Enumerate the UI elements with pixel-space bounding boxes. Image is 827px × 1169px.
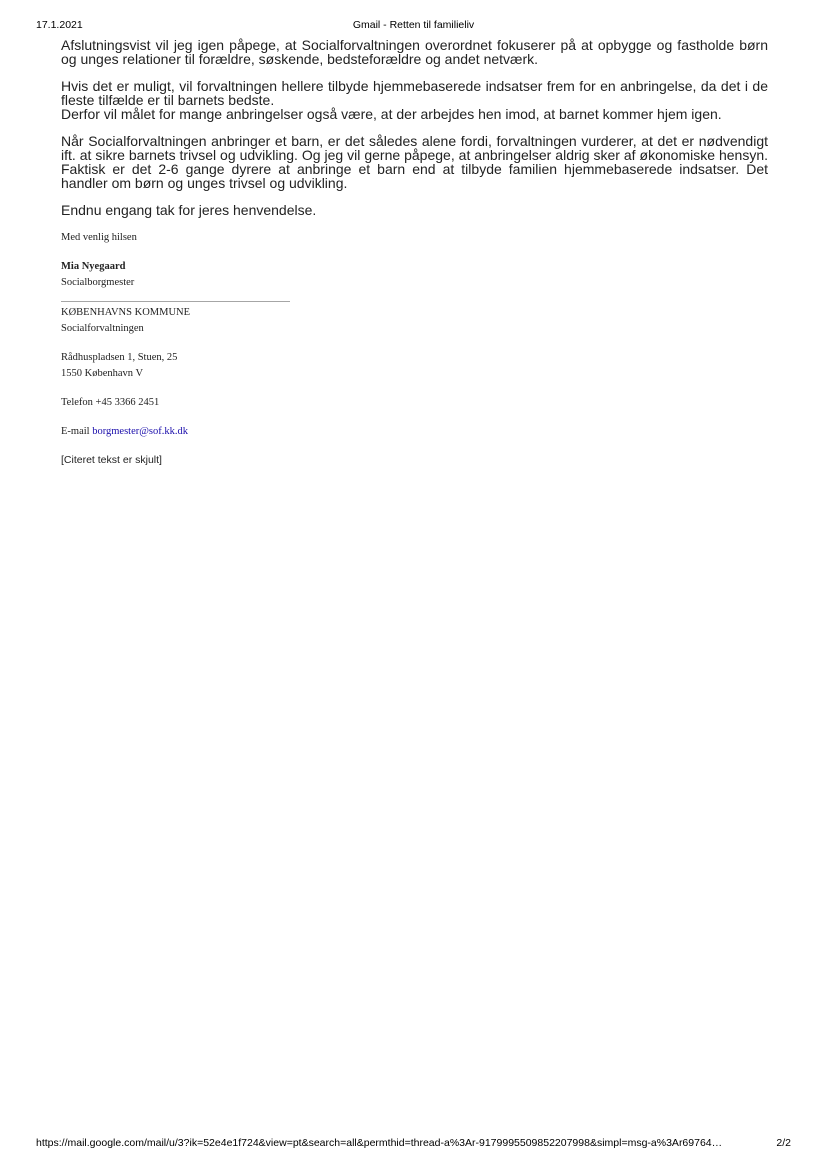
email-body (61, 38, 768, 466)
email-link[interactable]: borgmester@sof.kk.dk (92, 426, 189, 437)
signature-divider (61, 301, 290, 302)
email-line (61, 424, 768, 440)
signature-name: Mia Nyegaard (61, 261, 126, 272)
phone-number: Telefon +45 3366 2451 (61, 397, 160, 408)
footer-url: https://mail.google.com/mail/u/3?ik=52e4e1f724&view=pt&search=all&permthid=thread-a%3Ar-9179995509852207998&simpl=msg-a%3Ar69764… (36, 1137, 723, 1149)
page-title: Gmail - Retten til familieliv (352, 19, 475, 31)
page-number: 2/2 (776, 1137, 791, 1149)
signature-department: Socialforvaltningen (61, 323, 144, 334)
paragraph-placement: Når Socialforvaltningen anbringer et barn, er det således alene fordi, forvaltningen vurderer, at det er nødvendigt ift. at sikre barnets trivsel og udvikling. Og jeg vil gerne påpege, at anbringelser aldrig sker af økonomiske hensyn. Faktisk er det 2-6 gange dyrere at anbringe et barn end at tilbyde familien hjemmebaserede indsatser. Det handler om børn og unges trivsel og udvikling. (61, 133, 768, 191)
address-line-2: 1550 København V (61, 368, 144, 379)
signature-role: Socialborgmester (61, 277, 135, 288)
cited-text-toggle[interactable]: [Citeret tekst er skjult] (61, 454, 162, 466)
paragraph-conclusion: Afslutningsvist vil jeg igen påpege, at Socialforvaltningen overordnet fokuserer på at opbygge og fastholde børn og unges relationer til forældre, søskende, bedsteforældre og andet netværk. (61, 37, 768, 67)
email-label: E-mail (61, 426, 90, 437)
closing-line: Med venlig hilsen (61, 232, 137, 243)
address-line-1: Rådhuspladsen 1, Stuen, 25 (61, 352, 178, 363)
paragraph-home-based: Hvis det er muligt, vil forvaltningen hellere tilbyde hjemmebaserede indsatser frem for en anbringelse, da det i de fleste tilfælde er til barnets bedste. (61, 78, 768, 108)
paragraph-thanks: Endnu engang tak for jeres henvendelse. (61, 202, 317, 218)
signature-organization: KØBENHAVNS KOMMUNE (61, 307, 191, 318)
paragraph-goal: Derfor vil målet for mange anbringelser også være, at der arbejdes hen imod, at barnet kommer hjem igen. (61, 106, 722, 122)
print-date: 17.1.2021 (36, 19, 83, 31)
